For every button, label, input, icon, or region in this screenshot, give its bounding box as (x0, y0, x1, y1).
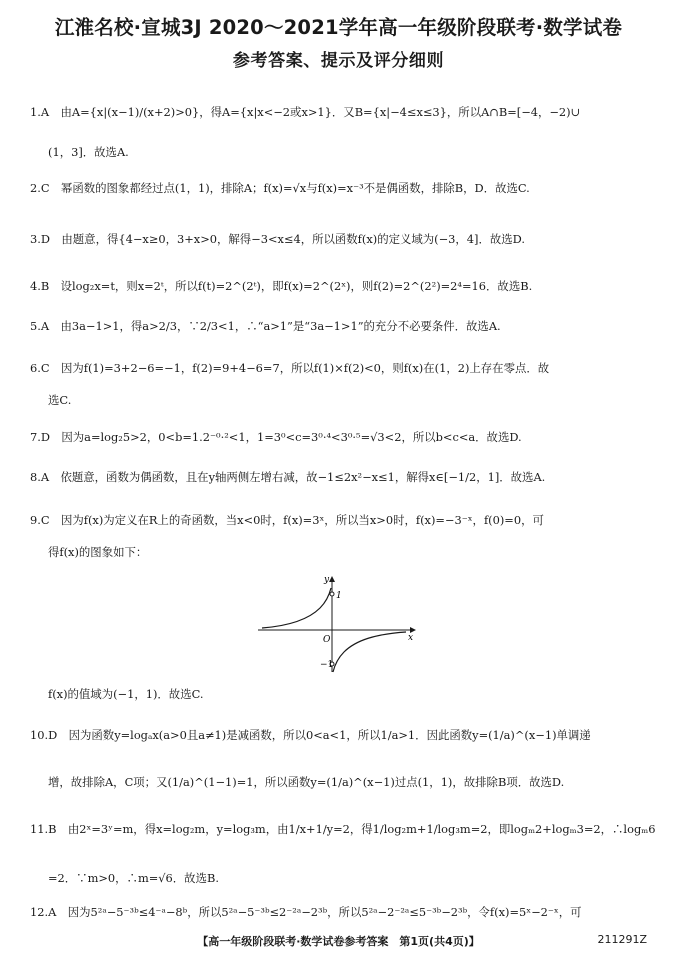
answer-9-line-3: f(x)的值域为(−1，1)．故选C. (48, 687, 204, 701)
answer-5-line-1: 5.A 由3a−1>1，得a>2/3，∵2/3<1，∴“a>1”是“3a−1>1”的充分不必要条件．故选A. (30, 319, 501, 333)
answer-8-line-1: 8.A 依题意，函数为偶函数，且在y轴两侧左增右减，故−1≤2x²−x≤1，解得x∈[−1/2，1]．故选A. (30, 470, 546, 484)
answer-11-line-1: 11.B 由2ˣ=3ʸ=m，得x=log₂m，y=log₃m，由1/x+1/y=2，得1/log₂m+1/log₃m=2，即logₘ2+logₘ3=2，∴logₘ6 (30, 822, 655, 836)
page-title: 江淮名校·宣城3J 2020～2021学年高一年级阶段联考·数学试卷 (54, 16, 623, 39)
answer-4-line-1: 4.B 设log₂x=t，则x=2ᵗ，所以f(t)=2^(2ᵗ)，即f(x)=2^(2ˣ)，则f(2)=2^(2²)=2⁴=16．故选B. (30, 279, 533, 293)
answer-9-line-2: 得f(x)的图象如下： (48, 545, 148, 559)
curve-left-branch (262, 588, 331, 628)
open-point-top (330, 592, 334, 596)
answer-6-line-2: 选C. (48, 393, 72, 407)
answer-9-line-1: 9.C 因为f(x)为定义在R上的奇函数，当x<0时，f(x)=3ˣ，所以当x>0时，f(x)=−3⁻ˣ，f(0)=0，可 (30, 513, 544, 527)
answer-10-line-1: 10.D 因为函数y=logₐx(a>0且a≠1)是减函数，所以0<a<1，所以1/a>1．因此函数y=(1/a)^(x−1)单调递 (30, 728, 591, 742)
curve-right-branch (333, 632, 406, 672)
tick-label-minus-1: −1 (320, 660, 334, 670)
answer-7-line-1: 7.D 因为a=log₂5>2，0<b=1.2⁻⁰·²<1，1=3⁰<c=3⁰·⁴<3⁰·⁵=√3<2，所以b<c<a．故选D. (30, 430, 522, 444)
answer-11-line-2: =2．∵m>0，∴m=√6．故选B. (48, 871, 219, 885)
answer-12-line-1: 12.A 因为5²ᵃ−5⁻³ᵇ≤4⁻ᵃ−8ᵇ，所以5²ᵃ−5⁻³ᵇ≤2⁻²ᵃ−2³ᵇ，所以5²ᵃ−2⁻²ᵃ≤5⁻³ᵇ−2³ᵇ，令f(x)=5ˣ−2⁻ˣ，可 (30, 905, 582, 919)
page-subtitle: 参考答案、提示及评分细则 (232, 51, 445, 71)
answer-3-line-1: 3.D 由题意，得{4−x≥0，3+x>0，解得−3<x≤4，所以函数f(x)的定义域为(−3，4]．故选D. (30, 232, 525, 246)
answer-1-line-1: 1.A 由A={x|(x−1)/(x+2)>0}，得A={x|x<−2或x>1}．又B={x|−4≤x≤3}，所以A∩B=[−4，−2)∪ (30, 105, 581, 119)
y-axis-label: y (324, 575, 330, 585)
answer-1-line-2: (1，3]．故选A. (48, 145, 129, 159)
answer-2-line-1: 2.C 幂函数的图象都经过点(1，1)，排除A；f(x)=√x与f(x)=x⁻³不是偶函数，排除B，D．故选C. (30, 181, 530, 195)
x-axis-label: x (408, 633, 414, 643)
footer-code: 211291Z (597, 933, 647, 946)
answer-10-line-2: 增，故排除A，C项；又(1/a)^(1−1)=1，所以函数y=(1/a)^(x−1)过点(1，1)，故排除B项．故选D. (48, 775, 565, 789)
answer-6-line-1: 6.C 因为f(1)=3+2−6=−1，f(2)=9+4−6=7，所以f(1)×f(2)<0，则f(x)在(1，2)上存在零点．故 (30, 361, 550, 375)
y-axis-arrow-icon (329, 576, 335, 582)
function-graph (258, 574, 418, 674)
footer-page-info: 【高一年级阶段联考·数学试卷参考答案 第1页(共4页)】 (197, 935, 480, 948)
tick-label-1: 1 (336, 591, 342, 601)
origin-label: O (323, 635, 331, 645)
